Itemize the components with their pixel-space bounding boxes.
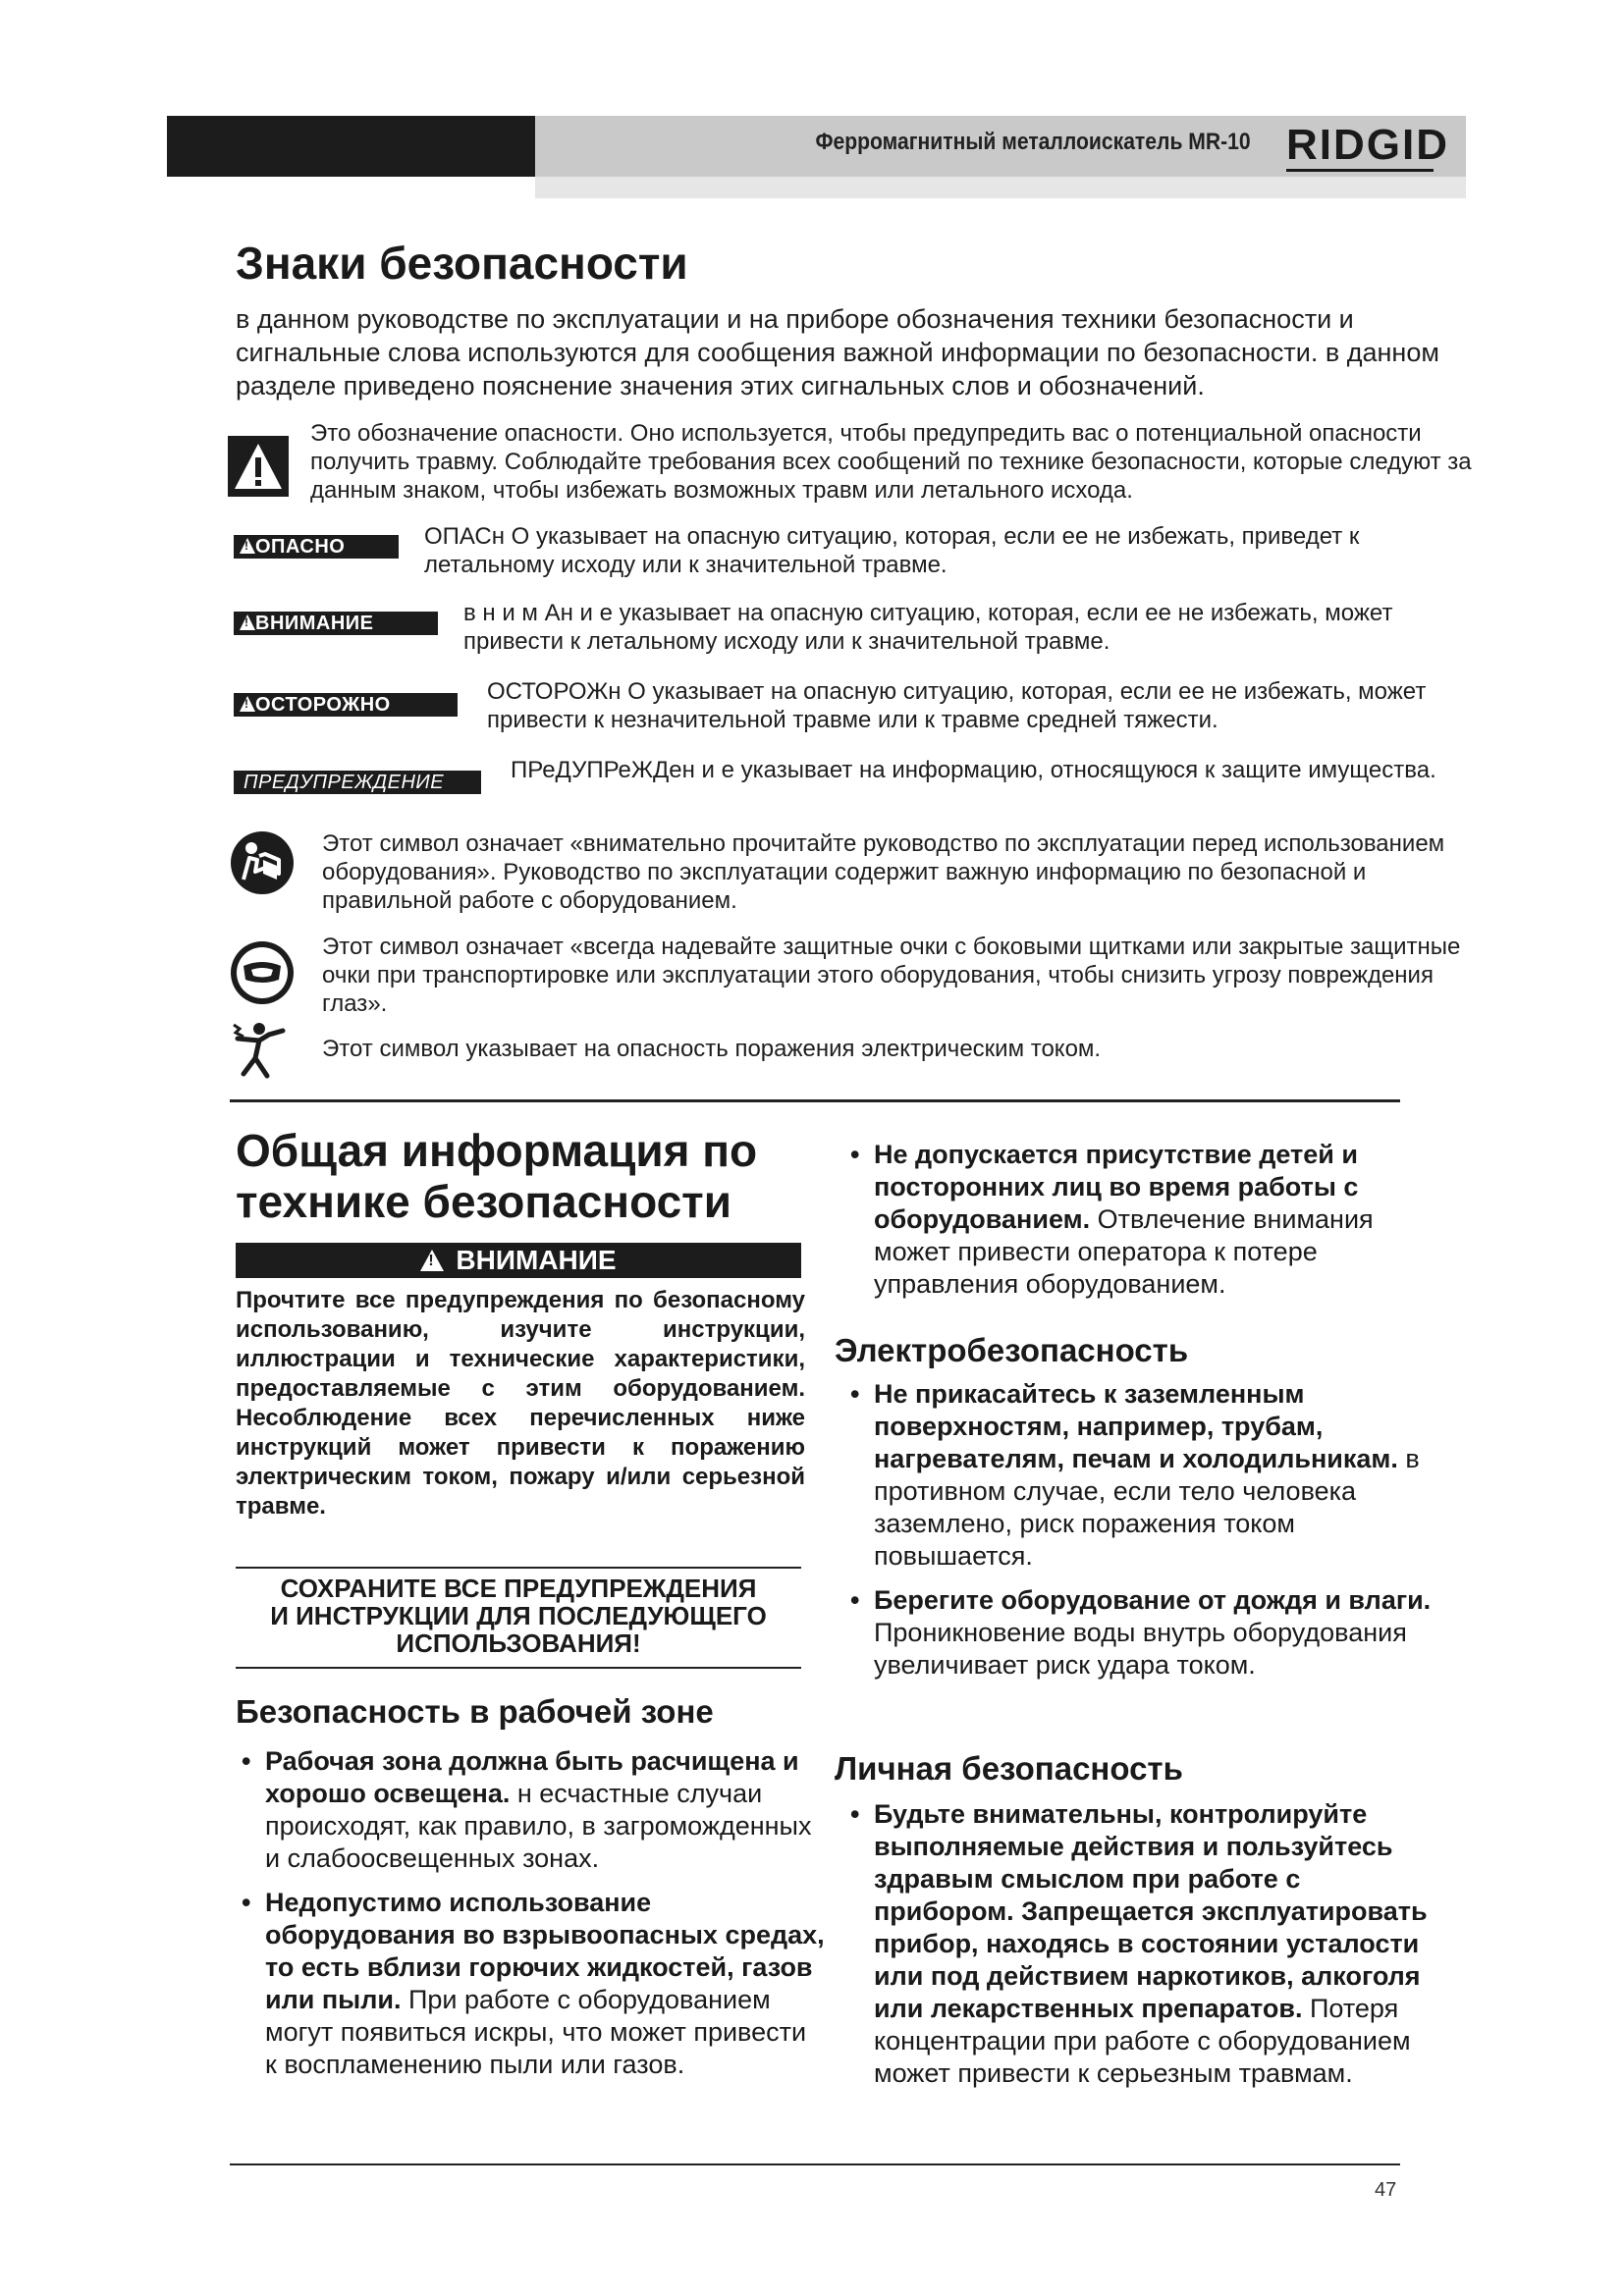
section-divider [230, 1099, 1400, 1102]
caution-signal-label: ! ОСТОРОЖНО [234, 693, 458, 717]
page-number: 47 [1375, 2179, 1397, 2201]
document-title: Ферромагнитный металлоискатель MR-10 [815, 129, 1251, 155]
warning-signal-label: ! ВНИМАНИЕ [234, 612, 438, 635]
electrical-list [844, 1378, 1434, 1693]
save-rule-top [236, 1567, 801, 1569]
save-line-2: И ИНСТРУКЦИИ ДЛЯ ПОСЛЕДУЮЩЕГО [270, 1601, 767, 1630]
alert-symbol-text: Это обозначение опасности. Оно используется, чтобы предупредить вас о потенциальной опасности получить травму. Соблюдайте требования всех сообщений по технике безопасности, которые следуют за данным знаком, чтобы избежать возможных травм или летального исхода. [310, 420, 1472, 504]
safety-goggles-icon [230, 940, 295, 1005]
danger-signal-label: ! ОПАСНО [234, 535, 399, 559]
work-area-heading: Безопасность в рабочей зоне [236, 1693, 714, 1730]
safety-symbols-heading: Знаки безопасности [236, 238, 688, 289]
footer-rule [230, 2163, 1400, 2165]
work-area-list-continued [844, 1139, 1434, 1312]
list-item: • Рабочая зона должна быть расчищена и хорошо освещена. н есчастные случаи происходят, как правило, в загроможденных и слабоосвещенных зонах. [236, 1745, 825, 1875]
goggles-symbol-text: Этот символ означает «всегда надевайте защитные очки с боковыми щитками или закрытые защитные очки при транспортировке или эксплуатации этого оборудования, чтобы снизить угрозу повреждения глаз». [322, 934, 1461, 1017]
read-manual-icon [230, 830, 295, 895]
personal-safety-heading: Личная безопасность [835, 1750, 1183, 1787]
warning-triangle-icon [420, 1250, 444, 1271]
list-item: • Недопустимо использование оборудования во взрывоопасных средах, то есть вблизи горючих жидкостей, газов или пыли. При работе с оборудованием могут появиться искры, что может привести к воспламенению пыли или газов. [236, 1887, 825, 2081]
caution-text: ОСТОРОЖн О указывает на опасную ситуацию, которая, если ее не избежать, может привести к незначительной травме или к травме средней тяжести. [487, 678, 1427, 733]
header-shadow [535, 177, 1466, 198]
general-heading-line2: технике безопасности [236, 1176, 731, 1227]
list-item: • Берегите оборудование от дождя и влаги. Проникновение воды внутрь оборудования увеличивает риск удара током. [844, 1584, 1434, 1682]
warning-triangle-icon [240, 538, 255, 554]
general-heading-line1: Общая информация по [236, 1125, 758, 1176]
warning-triangle-icon [240, 614, 255, 630]
manual-symbol-text: Этот символ означает «внимательно прочитайте руководство по эксплуатации перед использованием оборудования». Руководство по эксплуатации содержит важную информацию по безопасной и правильной работе с оборудованием. [322, 830, 1445, 914]
list-item: • Будьте внимательны, контролируйте выполняемые действия и пользуйтесь здравым смыслом при работе с прибором. Запрещается эксплуатировать прибор, находясь в состоянии усталости или под действием наркотиков, алкоголя или лекарственных препаратов. Потеря концентрации при работе с оборудованием может привести к серьезным травмам. [844, 1798, 1434, 2090]
electric-shock-icon [230, 1019, 295, 1080]
save-instructions [236, 1575, 801, 1657]
list-item: • Не допускается присутствие детей и посторонних лиц во время работы с оборудованием. Отвлечение внимания может привести оператора к потере управления оборудованием. [844, 1139, 1434, 1301]
general-heading [236, 1125, 805, 1227]
danger-text: ОПАСн О указывает на опасную ситуацию, которая, если ее не избежать, приведет к летальному исходу или к значительной травме. [424, 523, 1360, 578]
warning-text: в н и м Ан и е указывает на опасную ситуацию, которая, если ее не избежать, может привести к летальному исходу или к значительной травме. [463, 600, 1393, 655]
warning-triangle-icon [240, 696, 255, 712]
personal-safety-list [844, 1798, 1434, 2102]
safety-alert-icon [228, 436, 289, 497]
work-area-list [236, 1745, 825, 2093]
header-dark-band [167, 116, 535, 177]
ridgid-logo: RIDGID [1286, 121, 1449, 169]
general-warning-bar: !ВНИМАНИЕ [236, 1243, 801, 1278]
list-item: • Не прикасайтесь к заземленным поверхностям, например, трубам, нагревателям, печам и холодильникам. в противном случае, если тело человека заземлено, риск поражения током повышается. [844, 1378, 1434, 1573]
save-rule-bottom [236, 1667, 801, 1669]
notice-signal-label: ПРЕДУПРЕЖДЕНИЕ [234, 771, 481, 794]
shock-symbol-text: Этот символ указывает на опасность поражения электрическим током. [322, 1036, 1102, 1062]
save-line-3: ИСПОЛЬЗОВАНИЯ! [396, 1629, 641, 1658]
save-line-1: СОХРАНИТЕ ВСЕ ПРЕДУПРЕЖДЕНИЯ [280, 1574, 757, 1603]
logo-underline [1286, 169, 1434, 172]
notice-text: ПРеДУПРеЖДен и е указывает на информацию, относящуюся к защите имущества. [511, 757, 1436, 783]
safety-intro: в данном руководстве по эксплуатации и на приборе обозначения техники безопасности и сигнальные слова используются для сообщения важной информации по безопасности. в данном разделе приведено пояснение значения этих сигнальных слов и обозначений. [236, 304, 1439, 400]
electrical-heading: Электробезопасность [835, 1332, 1189, 1368]
general-warning-body: Прочтите все предупреждения по безопасному использованию, изучите инструкции, иллюстрации и технические характеристики, предоставляемые с этим оборудованием. Несоблюдение всех перечисленных ниже инструкций может привести к поражению электрическим током, пожару и/или серьезной травме. [236, 1287, 805, 1520]
